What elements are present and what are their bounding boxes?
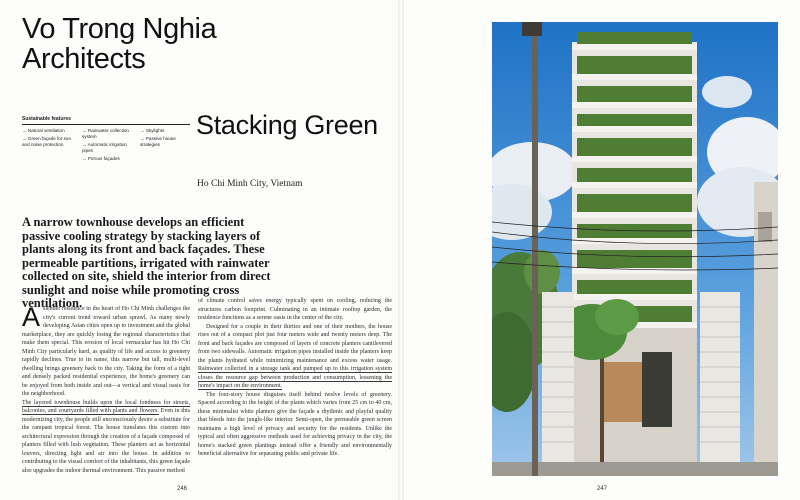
feature-item: → Natural ventilation — [22, 128, 65, 133]
drop-cap: A — [22, 302, 41, 332]
feature-item: → Skylights — [140, 128, 165, 133]
page-number-left: 246 — [177, 486, 188, 492]
planter-layers — [572, 32, 697, 328]
features-column-2 — [82, 128, 134, 164]
feature-item: → Rainwater collection system — [82, 128, 129, 139]
project-title: Stacking Green — [196, 110, 378, 140]
features-heading: Sustainable features — [22, 116, 71, 122]
body-text: Even in this modernizing city, the people still unconsciously desire a substitute for the rampant tropical forest. The house translates this custom into architectural expression through the creation of a façade composed of planters filled with lush vegetation. These planters act as horizontal louvers, directing light and air into the house. In addition to contributing to the visual comfort of the inhabitants, this green façade also upgrades the indoor thermal environment. This passive method — [22, 408, 190, 474]
feature-item: → Automatic irrigation pipes — [82, 142, 127, 153]
architect-title: Vo Trong Nghia Architects — [22, 13, 217, 75]
body-paragraph: of climate control saves energy typically spent on cooling, reducing the structures carbon footprint. Culminating in an intimate rooftop garden, the residence functions as a serene oasis in the center of the city. — [198, 298, 392, 321]
body-column-2 — [198, 297, 392, 459]
features-column-3 — [140, 128, 190, 150]
highlighted-text: The layered townhouse builds upon the local fondness for streets, balconies, and courtyards filled with plants and flowers. — [22, 399, 190, 414]
features-column-1 — [22, 128, 72, 150]
body-text: slender residence in the heart of Ho Chi Minh challenges the city's current trend toward urban sprawl. As many newly developing Asian cities open up to investment and the global marketplace, they are quickly losing the regional characteristics that make them special. This erosion of local vernacular has hit Ho Chi Minh City particularly hard, as quality of life and access to greenery rapidly declines. True to its name, this narrow but tall, multi-level dwelling brings greenery back to the city. Taking the form of a tight and densely packed residential experience, the home's greenery can be enjoyed from both inside and out—a vertical and visual oasis for the neighborhood. — [22, 306, 190, 397]
page-number-right: 247 — [597, 486, 608, 492]
body-paragraph — [22, 399, 190, 476]
feature-item: → Porous façades — [82, 156, 120, 161]
highlighted-text: Rainwater collected in a storage tank and pumped up to this irrigation system closes the resource gap between production and consumption, lessening the home's impact on the environment. — [198, 366, 392, 389]
building-photo — [492, 22, 778, 476]
feature-item: → Green façade for sun and noise protection — [22, 136, 72, 147]
body-paragraph — [198, 323, 392, 391]
features-rule — [22, 124, 190, 125]
book-gutter — [398, 0, 404, 500]
feature-item: → Passive house strategies — [140, 136, 176, 147]
body-text: Designed for a couple in their thirties and one of their mothers, the house rises out of a compact plot just four meters wide and twenty meters deep. The front and back façades are composed of layers of concrete planters cantilevered from two sidewalls. Automatic irrigation pipes installed inside the planters keep the plants hydrated while minimizing maintenance and excess water usage. — [198, 323, 392, 364]
body-paragraph: The four-story house disguises itself behind twelve levels of greenery. Spaced according to the height of the plants which varies from 25 cm to 40 cm, these minimalist white planters give the façade a rhythmic and playful quality that bleeds into the jungle-like interior. Semi-open, the permeable green screen maintains a high level of privacy and security for the residents. Unlike the typical and often aggressive methods used for achieving privacy in the city, the home's stacked green plantings instead offer a friendly and environmentally beneficial alternative for separating public and private life. — [198, 391, 392, 457]
project-location: Ho Chi Minh City, Vietnam — [197, 179, 303, 189]
body-column-1 — [22, 302, 190, 475]
intro-paragraph: A narrow townhouse develops an efficient passive cooling strategy by stacking layers of plants along its front and back façades. These permeable partitions, irrigated with rainwater collected on site, shield the interior from direct sunlight and noise while promoting cross ventilation. — [22, 215, 271, 310]
body-paragraph — [22, 302, 190, 399]
